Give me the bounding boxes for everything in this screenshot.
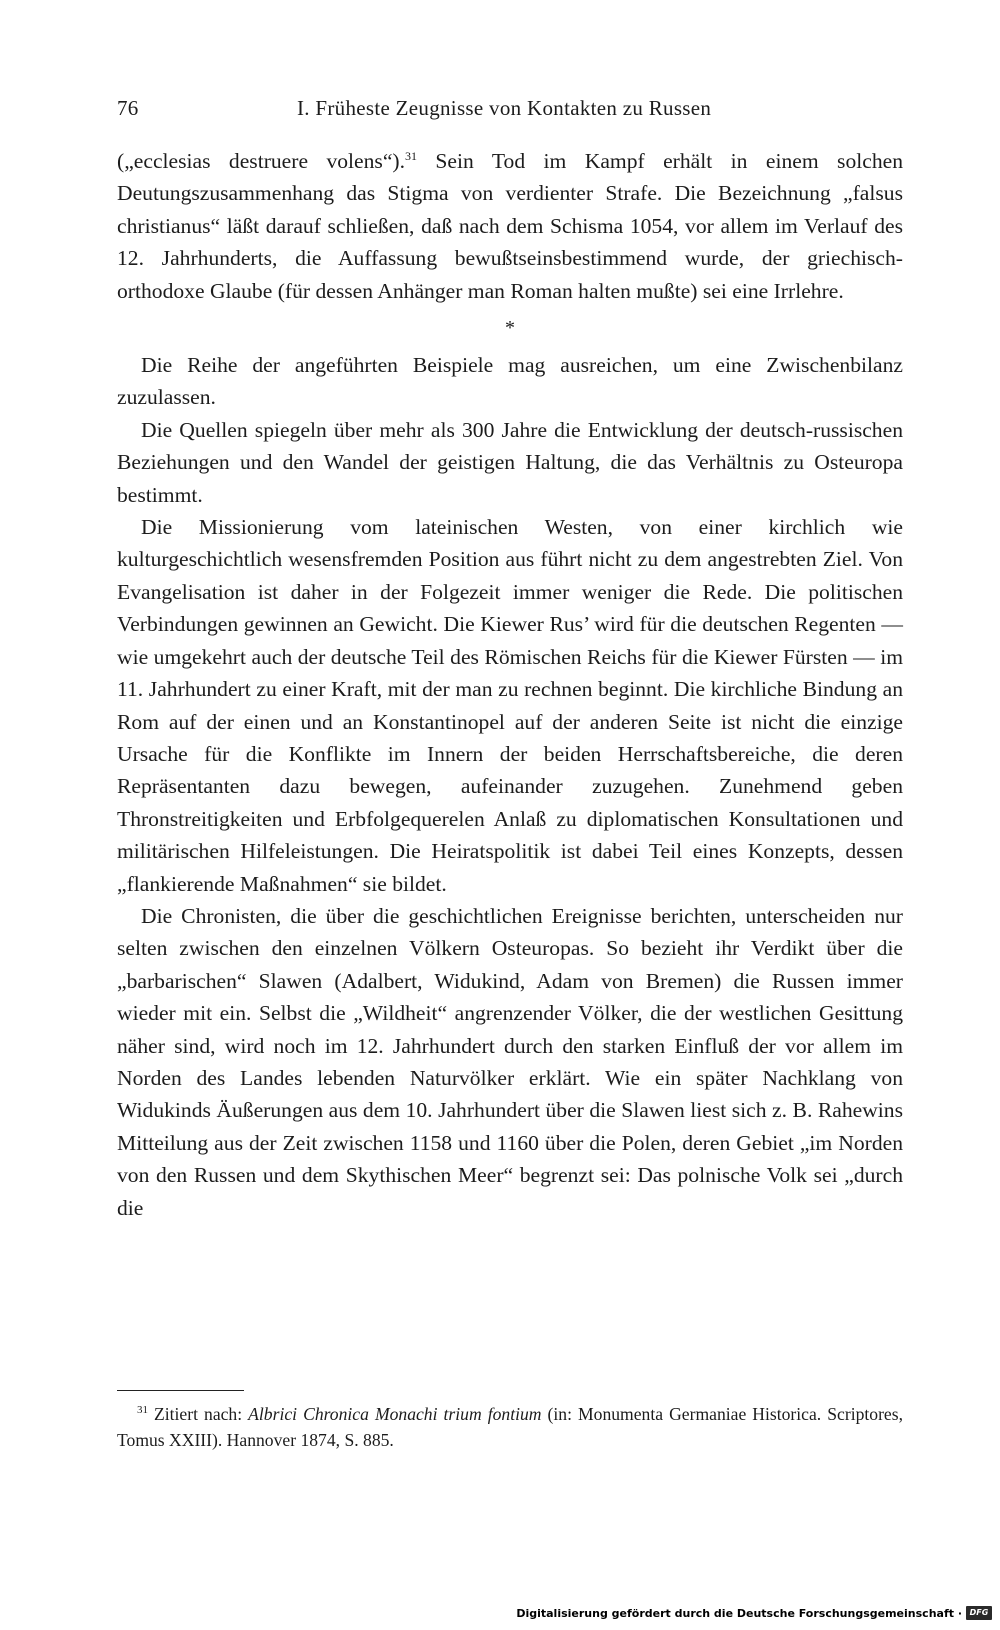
paragraph-1-start: („ecclesias destruere volens“). [117,149,406,173]
page-number: 76 [117,96,139,120]
running-header [117,96,903,128]
footnote-lead: Zitiert nach: [154,1404,249,1424]
footnote-mark: 31 [137,1404,148,1417]
body-text [117,145,903,1224]
credit-text: Digitalisierung gefördert durch die Deutsche Forschungsgemeinschaft · [516,1606,962,1620]
dfg-logo-icon: DFG [966,1606,992,1620]
paragraph-5: Die Chronisten, die über die geschichtlichen Ereignisse berichten, unterscheiden nur selten zwischen den einzelnen Völkern Osteuropas. So bezieht ihr Verdikt über die „barbarischen“ Slawen (Adalbert, Widukind, Adam von Bremen) die Russen immer wieder mit ein. Selbst die „Wildheit“ angrenzender Völker, die der westlichen Gesittung näher sind, wird noch im 12. Jahrhundert durch den starken Einfluß der vor allem im Norden des Landes lebenden Naturvölker erklärt. Wie ein später Nachklang von Widukinds Äußerungen aus dem 10. Jahrhundert über die Slawen liest sich z. B. Rahewins Mitteilung aus der Zeit zwischen 1158 und 1160 über die Polen, deren Gebiet „im Norden von den Russen und dem Skythischen Meer“ begrenzt sei: Das polnische Volk sei „durch die [117,903,903,1220]
footnote-reference[interactable]: 31 [405,148,418,163]
footnote-title: Albrici Chronica Monachi trium fontium [248,1404,542,1424]
running-title: I. Früheste Zeugnisse von Kontakten zu Russen [297,96,712,120]
paragraph-1 [117,145,903,307]
footnote [117,1401,903,1453]
paragraph-3: Die Quellen spiegeln über mehr als 300 Jahre die Entwicklung der deutsch-russischen Beziehungen und den Wandel der geistigen Haltung, die das Verhältnis zu Osteuropa bestimmt. [117,417,903,507]
paragraph-2: Die Reihe der angeführten Beispiele mag ausreichen, um eine Zwischenbilanz zuzulassen. [117,353,903,410]
paragraph-4: Die Missionierung vom lateinischen Westen, von einer kirchlich wie kulturgeschichtlich wesensfremden Position aus führt nicht zu dem angestrebten Ziel. Von Evangelisation ist daher in der Folgezeit immer weniger die Rede. Die politischen Verbindungen gewinnen an Gewicht. Die Kiewer Rus’ wird für die deutschen Regenten — wie umgekehrt auch der deutsche Teil des Römischen Reichs für die Kiewer Fürsten — im 11. Jahrhundert zu einer Kraft, mit der man zu rechnen beginnt. Die kirchliche Bindung an Rom auf der einen und an Konstantinopel auf der anderen Seite ist nicht die einzige Ursache für die Konflikte im Innern der beiden Herrschaftsbereiche, die deren Repräsentanten dazu bewegen, aufeinander zuzugehen. Zunehmend geben Thronstreitigkeiten und Erbfolgequerelen Anlaß zu diplomatischen Konsultationen und militärischen Hilfeleistungen. Die Heiratspolitik ist dabei Teil eines Konzepts, dessen „flankierende Maßnahmen“ sie bildet. [117,515,903,896]
footnote-rule [117,1390,244,1391]
digitization-credit [516,1604,992,1622]
paragraph-1-rest: Sein Tod im Kampf erhält in einem solchen Deutungszusammenhang das Stigma von verdienter Strafe. Die Bezeichnung „falsus christianus“ läßt darauf schließen, daß nach dem Schisma 1054, vor allem im Verlauf des 12. Jahrhunderts, die Auffassung bewußtseinsbestimmend wurde, der griechisch-orthodoxe Glaube (für dessen Anhänger man Roman halten mußte) sei eine Irrlehre. [117,149,903,303]
section-separator: * [505,317,515,340]
footnote-rest: (in: Monumenta Germaniae Historica. Scriptores, Tomus XXIII). Hannover 1874, S. 885. [117,1404,903,1450]
